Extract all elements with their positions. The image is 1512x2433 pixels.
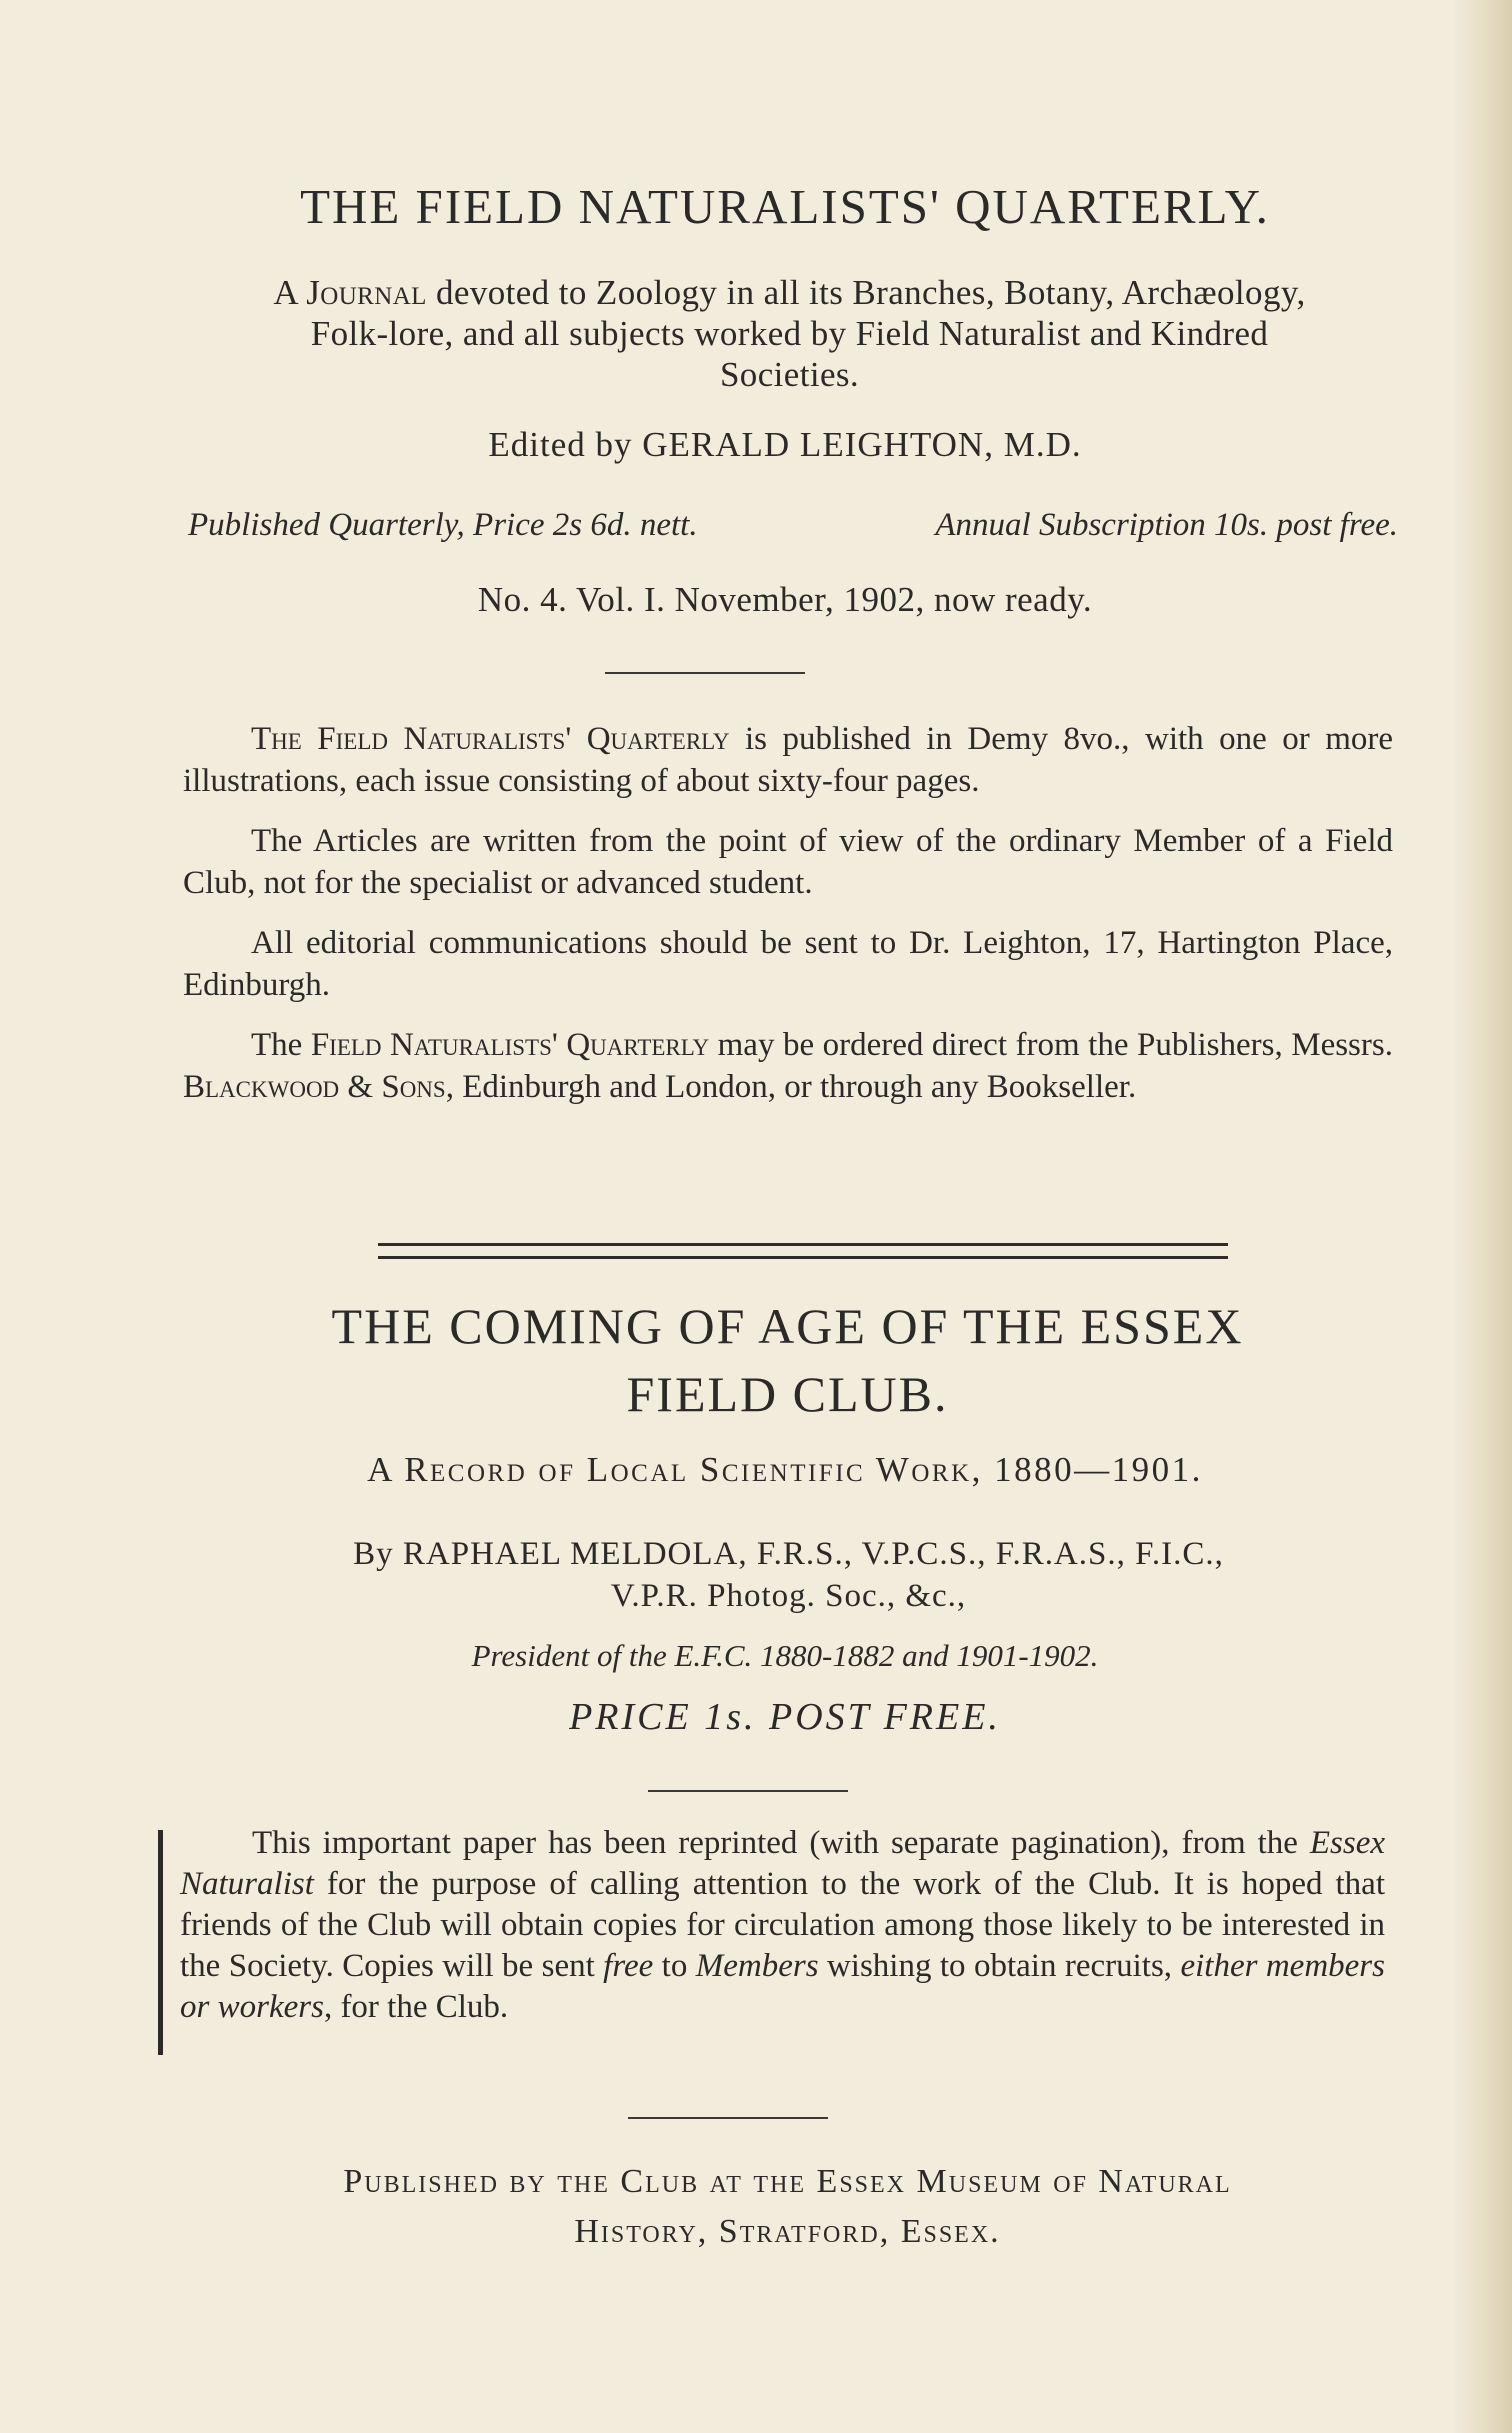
author-credentials: By RAPHAEL MELDOLA, F.R.S., V.P.C.S., F.R.A.S., F.I.C.,	[353, 1536, 1224, 1572]
journal-description: devoted to Zoology in all its Branches, Botany, Archæology, Folk-lore, and all subjects worked by Field Naturalist and Kindred Societies.	[310, 273, 1306, 394]
section-rule	[648, 1790, 848, 1792]
paragraph-publishers	[183, 1024, 1393, 1108]
paragraph-text: &	[339, 1069, 382, 1105]
publisher-name: Blackwood	[183, 1069, 340, 1105]
paragraph-text: This important paper has been reprinted (with separate pagination), from the	[252, 1825, 1310, 1861]
editor-line: Edited by GERALD LEIGHTON, M.D.	[488, 425, 1082, 464]
paragraph-editorial: All editorial communications should be sent to Dr. Leighton, 17, Hartington Place, Edinburgh.	[183, 925, 1393, 1003]
publisher-name: Sons	[381, 1069, 446, 1105]
emphasis-text: free	[603, 1948, 654, 1984]
record-subtitle: A Record of Local Scientific Work, 1880—1901.	[367, 1450, 1203, 1489]
quarterly-paragraphs	[183, 718, 1393, 1126]
section-rule	[628, 2117, 828, 2119]
price-info: Published Quarterly, Price 2s 6d. nett.	[188, 507, 698, 543]
journal-name: Field Naturalists' Quarterly	[310, 1027, 710, 1063]
important-paragraph	[180, 1823, 1385, 2028]
paragraph-text: , Edinburgh and London, or through any Bookseller.	[445, 1069, 1137, 1105]
publisher-line: History, Stratford, Essex.	[574, 2213, 1001, 2250]
subscription-info: Annual Subscription 10s. post free.	[935, 507, 1398, 543]
paragraph-text: wishing to obtain recruits,	[818, 1948, 1181, 1984]
publisher-footer	[180, 2157, 1395, 2257]
paragraph-text: The	[251, 1027, 311, 1063]
paragraph-text: is published in Demy 8vo., with one or more illustrations, each issue consisting of about sixty-four pages.	[183, 721, 1394, 799]
price-line: PRICE 1s. POST FREE.	[569, 1696, 1001, 1738]
margin-bar	[158, 1830, 163, 2055]
quarterly-description	[252, 272, 1327, 395]
issue-line: No. 4. Vol. I. November, 1902, now ready.	[477, 580, 1093, 619]
author-line	[196, 1533, 1381, 1617]
president-line: President of the E.F.C. 1880-1882 and 1901-1902.	[471, 1638, 1099, 1673]
emphasis-text: Members	[695, 1948, 819, 1984]
emphasis-text: either members or workers	[180, 1948, 1385, 2025]
author-credentials: V.P.R. Photog. Soc., &c.,	[610, 1578, 967, 1614]
paragraph-text: to	[653, 1948, 696, 1984]
publisher-line: Published by the Club at the Essex Museum of Natural	[343, 2163, 1232, 2200]
paragraph-text: may be ordered direct from the Publishers, Messrs.	[709, 1027, 1393, 1063]
journal-name: Essex Naturalist	[180, 1825, 1385, 1902]
publication-info	[188, 507, 1398, 544]
essex-title-line: FIELD CLUB.	[626, 1366, 949, 1422]
journal-label: A Journal	[273, 273, 427, 312]
quarterly-title: THE FIELD NATURALISTS' QUARTERLY.	[300, 179, 1270, 234]
journal-name: The Field Naturalists' Quarterly	[251, 721, 730, 757]
paragraph-format	[183, 718, 1393, 802]
section-rule	[605, 672, 805, 674]
essex-title-line: THE COMING OF AGE OF THE ESSEX	[331, 1298, 1244, 1354]
important-text	[180, 1823, 1385, 2028]
paragraph-articles: The Articles are written from the point of view of the ordinary Member of a Field Club, not for the specialist or advanced student.	[183, 823, 1393, 901]
paragraph-text: , for the Club.	[323, 1989, 509, 2025]
essex-title	[180, 1292, 1395, 1428]
double-rule-divider	[378, 1243, 1228, 1259]
page-edge-shading	[1452, 0, 1512, 2433]
paragraph-text: for the purpose of calling attention to the work of the Club. It is hoped that friends of the Club will obtain copies for circulation among those likely to be interested in the Society. Copies will be sent	[180, 1866, 1385, 1984]
